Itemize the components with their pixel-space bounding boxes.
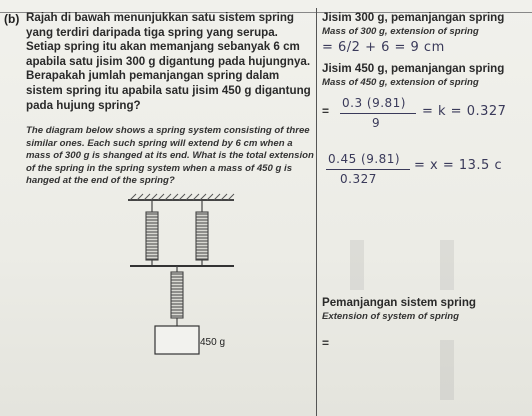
handwritten-fraction-1-numerator: 0.3 (9.81) <box>342 96 406 110</box>
spring-system-diagram <box>110 190 310 390</box>
handwritten-answer-1: = 6/2 + 6 = 9 cm <box>322 40 445 55</box>
column-divider <box>316 8 317 416</box>
handwritten-x-result: = x = 13.5 c <box>414 158 503 173</box>
question-text-malay: Rajah di bawah menunjukkan satu sistem spring yang terdiri daripada tiga spring yang serupa. Setiap spring itu akan memanjang sebanyak 6 cm apabila satu jisim 300 g digantung pada hujungnya. Berapakah jumlah pemanjangan spring dalam sistem spring itu apabila satu jisim 450 g digantung pada hujung spring? <box>26 11 311 112</box>
handwritten-fraction-1-denominator: 9 <box>372 116 381 130</box>
system-extension-heading: Pemanjangan sistem spring <box>322 296 476 309</box>
fraction-bar-1 <box>340 113 416 114</box>
equals-sign-4: = <box>322 336 330 350</box>
right-spring <box>196 212 208 260</box>
bleed-through-mark <box>440 240 454 290</box>
equals-sign-2: = <box>322 104 330 118</box>
handwritten-fraction-2-numerator: 0.45 (9.81) <box>328 152 401 166</box>
mass-block <box>155 326 199 354</box>
handwritten-k-result: = k = 0.327 <box>422 104 507 119</box>
handwritten-fraction-2-denominator: 0.327 <box>340 172 377 186</box>
mass-300-heading-english: Mass of 300 g, extension of spring <box>322 26 479 37</box>
system-extension-heading-english: Extension of system of spring <box>322 311 460 322</box>
bleed-through-mark <box>440 340 454 400</box>
left-spring <box>146 212 158 260</box>
question-text-english: The diagram below shows a spring system consisting of three similar ones. Each such spring will extend by 6 cm when a mass of 300 g is shanged at its end. What is the total extension of the spring in the spring system when a mass of 450 g is hanged at the end of the spring? <box>26 125 314 186</box>
bottom-spring <box>171 272 183 318</box>
bleed-through-mark <box>350 240 364 290</box>
mass-label: 450 g <box>200 337 226 348</box>
question-number: (b) <box>4 12 20 26</box>
mass-450-heading: Jisim 450 g, pemanjangan spring <box>322 62 505 75</box>
mass-300-heading: Jisim 300 g, pemanjangan spring <box>322 11 505 24</box>
mass-450-heading-english: Mass of 450 g, extension of spring <box>322 77 479 88</box>
fraction-bar-2 <box>326 169 410 170</box>
